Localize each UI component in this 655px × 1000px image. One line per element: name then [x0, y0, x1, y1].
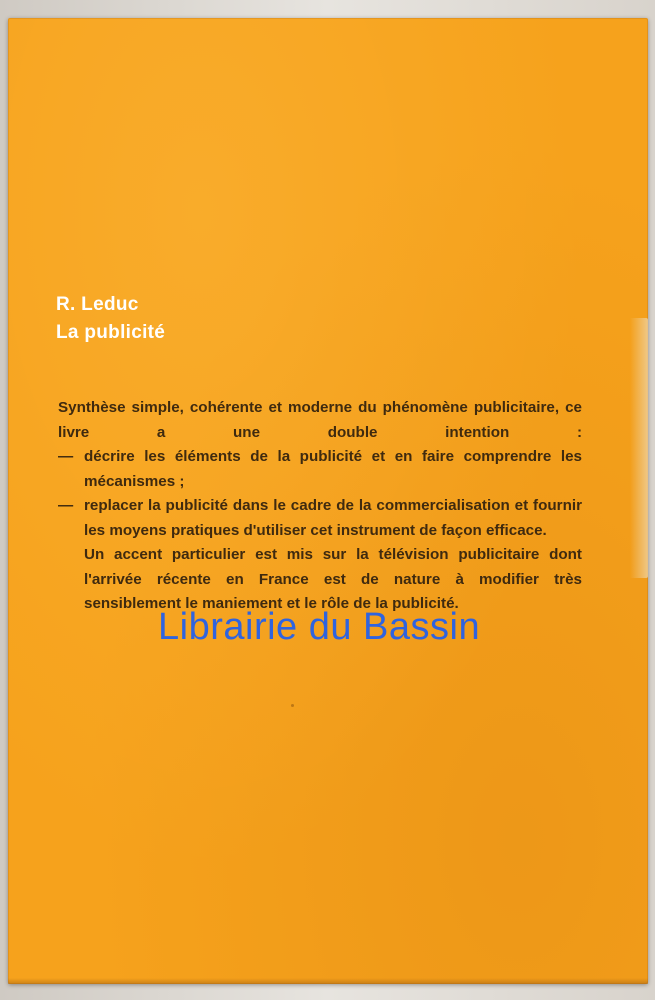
book-author: R. Leduc	[56, 294, 139, 315]
bullet-text: décrire les éléments de la publicité et en faire comprendre les mécanismes ;	[84, 448, 582, 490]
cover-edge-wear	[630, 318, 648, 578]
bullet-dash: —	[58, 497, 74, 514]
seller-watermark: Librairie du Bassin	[158, 606, 481, 648]
description-bullet	[58, 494, 582, 543]
description-bullet	[58, 445, 582, 494]
book-description	[58, 396, 582, 617]
bullet-dash: —	[58, 448, 74, 465]
book-title: La publicité	[56, 322, 166, 343]
description-intro: Synthèse simple, cohérente et moderne du phénomène publicitaire, ce livre a une double intention :	[58, 399, 582, 441]
cover-speck	[291, 704, 294, 707]
cover-bottom-edge	[8, 978, 648, 984]
description-tail: Un accent particulier est mis sur la télévision publicitaire dont l'arrivée récente en France est de nature à modifier très sensiblement le maniement et le rôle de la publicité.	[84, 546, 582, 612]
bullet-text: replacer la publicité dans le cadre de la commercialisation et fournir les moyens pratiques d'utiliser cet instrument de façon efficace.	[84, 497, 582, 539]
